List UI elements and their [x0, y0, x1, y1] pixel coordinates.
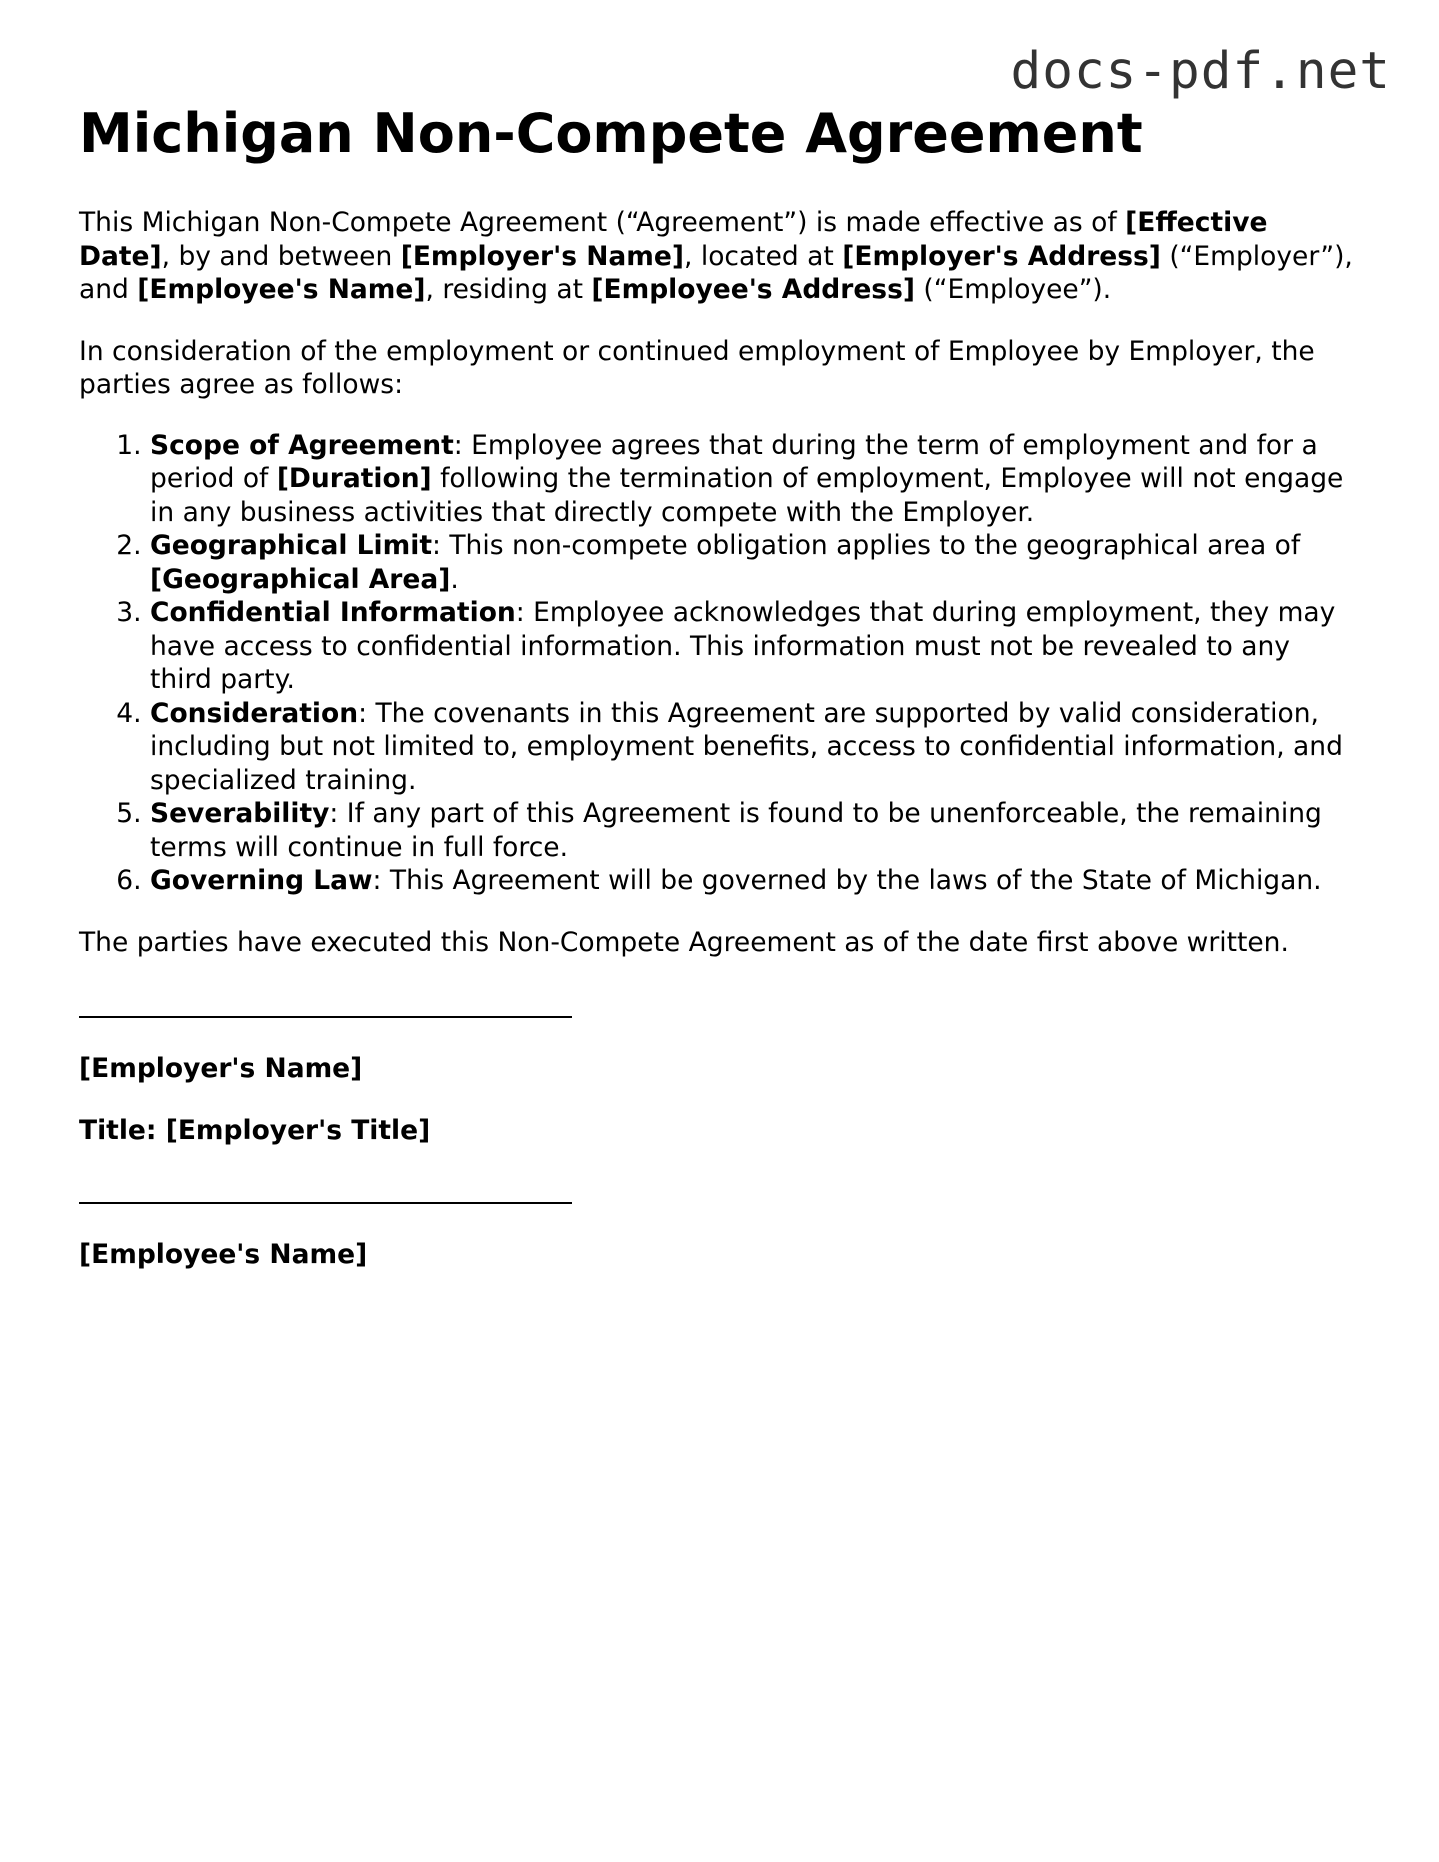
duration-placeholder: [Duration]	[276, 463, 432, 494]
employer-name-placeholder: [Employer's Name]	[400, 240, 684, 272]
watermark: docs-pdf.net	[1010, 42, 1391, 101]
effective-date-placeholder: [Effective Date]	[79, 207, 1268, 272]
clause-text: .	[450, 563, 459, 595]
closing-paragraph: The parties have executed this Non-Compete Agreement as of the date first above written.	[79, 926, 1289, 958]
intro-text: , located at	[684, 240, 843, 272]
employee-address-placeholder: [Employee's Address]	[591, 274, 915, 305]
clause-governing-law	[150, 864, 1359, 898]
clause-text: : Employee agrees that during the term of employment and for a period of	[150, 429, 1318, 494]
intro-text: , residing at	[425, 274, 592, 305]
employer-signature-name: [Employer's Name]	[79, 1053, 363, 1084]
intro-text: (“Employer”), and	[79, 240, 1353, 305]
clause-severability	[150, 797, 1359, 864]
clause-text: : If any part of this Agreement is found to be unenforceable, the remaining terms will continue in full force.	[150, 798, 1322, 863]
consideration-paragraph: In consideration of the employment or continued employment of Employee by Employer, the parties agree as follows:	[79, 335, 1315, 400]
clause-text: : This Agreement will be governed by the laws of the State of Michigan.	[372, 865, 1322, 896]
intro-paragraph	[79, 206, 1359, 307]
clause-scope	[150, 429, 1359, 530]
geographical-area-placeholder: [Geographical Area]	[150, 563, 451, 595]
employee-name-placeholder: [Employee's Name]	[137, 274, 426, 305]
intro-text: , by and between	[161, 240, 401, 272]
document-page	[79, 100, 1359, 1272]
clause-heading: Geographical Limit	[150, 530, 433, 561]
clause-geographical-limit	[150, 529, 1359, 596]
clause-text: following the termination of employment, Employee will not engage in any business activities that directly compete with the Employer.	[150, 463, 1344, 528]
clause-heading: Severability	[150, 798, 330, 829]
intro-text: (“Employee”).	[914, 274, 1112, 305]
clause-text: : This non-compete obligation applies to the geographical area of	[432, 530, 1301, 561]
clause-consideration	[150, 697, 1359, 798]
employee-signature-line	[79, 1202, 572, 1204]
clause-text: : Employee acknowledges that during employment, they may have access to confidential information. This information must not be revealed to any third party.	[150, 597, 1336, 695]
employer-address-placeholder: [Employer's Address]	[842, 240, 1161, 272]
employer-signature-line	[79, 1016, 572, 1018]
intro-text: This Michigan Non-Compete Agreement (“Agreement”) is made effective as of	[79, 207, 1126, 238]
clause-heading: Governing Law	[150, 865, 373, 896]
employee-signature-name: [Employee's Name]	[79, 1239, 368, 1270]
document-title: Michigan Non-Compete Agreement	[79, 102, 1143, 165]
clause-heading: Scope of Agreement	[150, 429, 454, 461]
employer-signature-title	[79, 1114, 1359, 1148]
title-label: Title:	[79, 1114, 166, 1146]
employer-title-placeholder: [Employer's Title]	[165, 1114, 431, 1146]
clause-list	[79, 429, 1359, 898]
clause-heading: Consideration	[150, 697, 359, 729]
clause-text: : The covenants in this Agreement are supported by valid consideration, including but not limited to, employment benefits, access to confidential information, and specialized training.	[150, 697, 1343, 796]
clause-confidential-information	[150, 596, 1359, 697]
clause-heading: Confidential Information	[150, 597, 516, 628]
